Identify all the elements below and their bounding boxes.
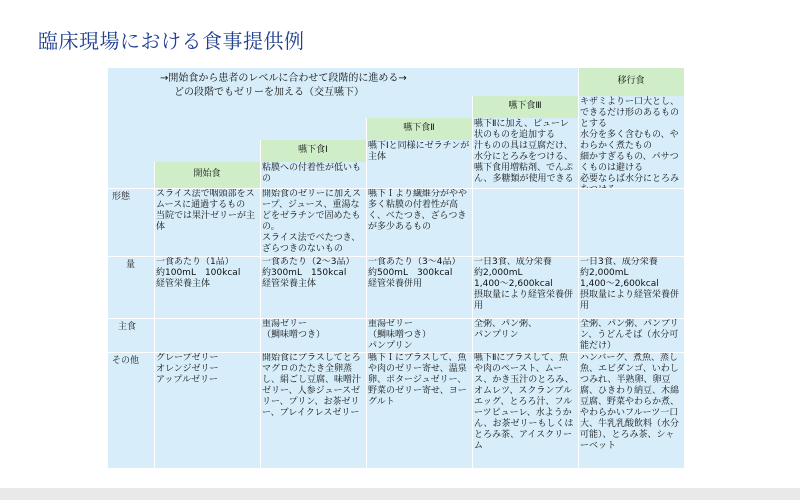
grid-line bbox=[472, 96, 473, 468]
staple-col2: 重湯ゼリー （鯛味噌つき） bbox=[260, 318, 366, 352]
amount-col4: 一日3食、成分栄養 約2,000mL 1,400～2,600kcal 摂取量により経管栄養併用 bbox=[472, 256, 578, 318]
form-col3: 嚥下Ｉより繊維分がやや多く粘膜の付着性が高く、べたつき、ざらつきが多少あるもの bbox=[366, 188, 472, 256]
amount-col2: 一食あたり（2～3品） 約300mL 150kcal 経管栄養主体 bbox=[260, 256, 366, 318]
intro-line-1: →開始食から患者のレベルに合わせて段階的に進める→ bbox=[160, 73, 407, 84]
header-col1: 開始食 bbox=[154, 162, 260, 188]
form-col5 bbox=[578, 188, 684, 256]
amount-col5: 一日3食、成分栄養 約2,000mL 1,400～2,600kcal 摂取量により経管栄養併用 bbox=[578, 256, 684, 318]
stage-note-col4: 嚥下Ⅱに加え、ピューレ状のものを追加する 汁ものの具は豆腐だけ、水分にとろみをつける、嚥下食用増粘剤、でんぷん、多糖類が使用できる bbox=[472, 118, 578, 188]
meal-table bbox=[108, 68, 684, 468]
grid-line bbox=[108, 352, 684, 353]
amount-col3: 一食あたり（3～4品） 約500mL 300kcal 経管栄養併用 bbox=[366, 256, 472, 318]
form-col4 bbox=[472, 188, 578, 256]
intro-line-2: どの段階でもゼリーを加える（交互嚥下） bbox=[174, 87, 364, 98]
header-col4: 嚥下食Ⅲ bbox=[472, 96, 578, 118]
grid-line bbox=[366, 118, 367, 468]
row-label-amount: 量 bbox=[108, 256, 154, 318]
grid-line bbox=[154, 162, 155, 468]
other-col4: 嚥下Ⅱにプラスして、魚や肉のペースト、ムース、かき玉汁のとろみ、オムレツ、スクランブルエッグ、とろろ汁、フルーツピューレ、水ようかん、お茶ゼリーもしくはとろみ茶、アイスクリーム bbox=[472, 352, 578, 468]
form-col1: スライス法で咽頭部をスムースに通過するもの 当院では果汁ゼリーが主体 bbox=[154, 188, 260, 256]
row-label-other: その他 bbox=[108, 352, 154, 468]
header-col5: 移行食 bbox=[578, 68, 684, 96]
staple-col5: 全粥、パン粥、パンプリン、うどんそば（水分可能だけ） bbox=[578, 318, 684, 352]
grid-line bbox=[108, 188, 684, 189]
amount-col1: 一食あたり（1品） 約100mL 100kcal 経管栄養主体 bbox=[154, 256, 260, 318]
other-col3: 嚥下Ｉにプラスして、魚や肉のゼリー寄せ、温泉卵、ポタージュゼリー、野菜のゼリー寄せ、ヨーグルト bbox=[366, 352, 472, 468]
other-col2: 開始食にプラスしてとろマグロのたたき全卵蒸し、絹ごし豆腐、味噌汁ゼリー、人参ジュースゼリー、プリン、お茶ゼリー、ブレイクレスゼリー bbox=[260, 352, 366, 468]
row-label-form: 形態 bbox=[108, 188, 154, 256]
staple-col1 bbox=[154, 318, 260, 352]
staple-col3: 重湯ゼリー （鯛味噌つき） パンプリン bbox=[366, 318, 472, 352]
other-col5: ハンバーグ、煮魚、蒸し魚、エビダンゴ、いわしつみれ、半熟卵、卵豆腐、ひきわり納豆、木綿豆腐、野菜やわらか煮、やわらかいフルーツ一口大、牛乳乳酸飲料（水分可能）、とろみ茶、シャーベット bbox=[578, 352, 684, 468]
stage-note-col5: キザミよりー口大とし、できるだけ形のあるものとする 水分を多く含むもの、やわらかく煮たもの 細かすぎるもの、パサつくものは避ける 必要ならば水分にとろみ bbox=[578, 96, 684, 188]
row-label-staple: 主食 bbox=[108, 318, 154, 352]
header-col3: 嚥下食Ⅱ bbox=[366, 118, 472, 140]
grid-line bbox=[108, 256, 684, 257]
other-col1: グレープゼリー オレンジゼリー アップルゼリー bbox=[154, 352, 260, 468]
stage-note-col2: 粘膜への付着性が低いもの bbox=[260, 162, 366, 188]
stage-note-col3: 嚥下Ⅰと同様にゼラチンが主体 bbox=[366, 140, 472, 188]
form-col2: 開始食のゼリーに加えスープ、ジュース、重湯などをゼラチンで固めたもの。 スライス法でべたつき、ざらつきのないもの bbox=[260, 188, 366, 256]
header-col2: 嚥下食Ⅰ bbox=[260, 140, 366, 162]
bottom-bar bbox=[0, 488, 800, 500]
slide-title: 臨床現場における食事提供例 bbox=[38, 29, 305, 53]
grid-line bbox=[578, 68, 579, 468]
grid-line bbox=[108, 318, 684, 319]
staple-col4: 全粥、パン粥、 パンプリン bbox=[472, 318, 578, 352]
grid-line bbox=[260, 140, 261, 468]
